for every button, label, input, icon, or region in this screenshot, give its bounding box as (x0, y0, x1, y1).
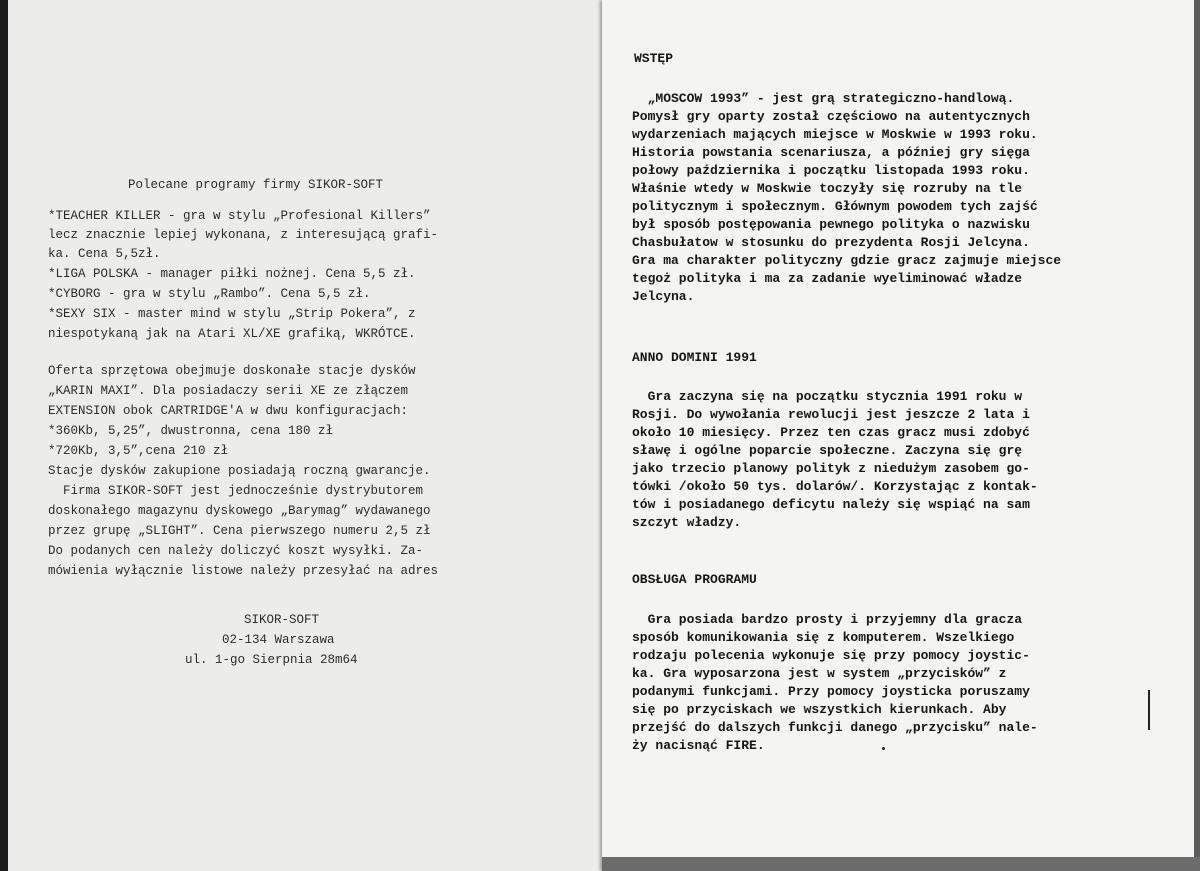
page-edge-bottom (602, 857, 1200, 871)
left-line: *LIGA POLSKA - manager piłki nożnej. Cena 5,5 zł. (48, 267, 416, 281)
right-line: Jelcyna. (632, 289, 695, 304)
right-line: tówki /około 50 tys. dolarów/. Korzystając z kontak- (632, 479, 1038, 494)
right-line: Rosji. Do wywołania rewolucji jest jeszcze 2 lata i (632, 407, 1030, 422)
right-line: ka. Gra wyposarzona jest w system „przycisków” z (632, 666, 1007, 681)
left-line: Stacje dysków zakupione posiadają roczną gwarancje. (48, 464, 431, 478)
right-line: Pomysł gry oparty został częściowo na autentycznych (632, 109, 1030, 124)
right-line: przejść do dalszych funkcji danego „przycisku” nale- (632, 720, 1038, 735)
right-line: Gra posiada bardzo prosty i przyjemny dla gracza (632, 612, 1023, 627)
right-line: ży nacisnąć FIRE. (632, 738, 765, 753)
left-line: niespotykaną jak na Atari XL/XE grafiką, WKRÓTCE. (48, 327, 416, 341)
section-heading-wstep: WSTĘP (634, 51, 674, 66)
left-line: EXTENSION obok CARTRIDGE'A w dwu konfiguracjach: (48, 404, 409, 418)
right-line: Właśnie wtedy w Moskwie toczyły się rozruby na tle (632, 181, 1023, 196)
right-line: był sposób postępowania pewnego polityka o nazwisku (632, 217, 1030, 232)
right-line: Gra zaczyna się na początku stycznia 1991 roku w (632, 389, 1023, 404)
address-line: SIKOR-SOFT (244, 613, 320, 627)
left-line: Do podanych cen należy doliczyć koszt wysyłki. Za- (48, 544, 424, 558)
left-line: *720Kb, 3,5”,cena 210 zł (48, 444, 229, 458)
right-line: rodzaju polecenia wykonuje się przy pomocy joystic- (632, 648, 1030, 663)
address-line: 02-134 Warszawa (222, 633, 335, 647)
left-line: doskonałego magazynu dyskowego „Barymag” wydawanego (48, 504, 431, 518)
left-line: lecz znacznie lepiej wykonana, z interesującą grafi- (48, 228, 439, 242)
left-page-title: Polecane programy firmy SIKOR-SOFT (128, 178, 384, 192)
left-line: Oferta sprzętowa obejmuje doskonałe stacje dysków (48, 364, 416, 378)
section-heading-obsluga: OBSŁUGA PROGRAMU (632, 572, 757, 587)
left-line: mówienia wyłącznie listowe należy przesyłać na adres (48, 564, 439, 578)
right-line: Chasbułatow w stosunku do prezydenta Rosji Jelcyna. (632, 235, 1030, 250)
right-line: szczyt władzy. (632, 515, 742, 530)
page-edge-shadow (0, 0, 8, 871)
right-line: tów i posiadanego deficytu należy się wspiąć na sam (632, 497, 1030, 512)
right-line: sposób komunikowania się z komputerem. Wszelkiego (632, 630, 1015, 645)
left-line: *SEXY SIX - master mind w stylu „Strip Pokera”, z (48, 307, 416, 321)
right-line: tegoż polityka i ma za zadanie wyeliminować władze (632, 271, 1023, 286)
right-line: podanymi funkcjami. Przy pomocy joysticka poruszamy (632, 684, 1030, 699)
right-line: Gra ma charakter polityczny gdzie gracz zajmuje miejsce (632, 253, 1062, 268)
left-line: Firma SIKOR-SOFT jest jednocześnie dystrybutorem (48, 484, 424, 498)
ink-dot (882, 747, 885, 750)
right-line: wydarzeniach mających miejsce w Moskwie w 1993 roku. (632, 127, 1038, 142)
left-line: ka. Cena 5,5zł. (48, 247, 161, 261)
right-line: Historia powstania scenariusza, a później gry sięga (632, 145, 1030, 160)
address-line: ul. 1-go Sierpnia 28m64 (185, 653, 358, 667)
margin-mark (1148, 690, 1150, 730)
left-line: *CYBORG - gra w stylu „Rambo”. Cena 5,5 zł. (48, 287, 371, 301)
right-line: jako trzecio planowy polityk z niedużym zasobem go- (632, 461, 1030, 476)
right-line: „MOSCOW 1993” - jest grą strategiczno-handlową. (632, 91, 1015, 106)
right-page (602, 0, 1200, 871)
right-line: sławę i ogólne poparcie społeczne. Zaczyna się grę (632, 443, 1023, 458)
right-line: się po przyciskach we wszystkich kierunkach. Aby (632, 702, 1007, 717)
left-line: przez grupę „SLIGHT”. Cena pierwszego numeru 2,5 zł (48, 524, 431, 538)
page-edge-right (1194, 0, 1200, 871)
right-line: połowy października i początku listopada 1993 roku. (632, 163, 1030, 178)
left-line: *360Kb, 5,25”, dwustronna, cena 180 zł (48, 424, 334, 438)
right-line: politycznym i społecznym. Głównym powodem tych zajść (632, 199, 1038, 214)
section-heading-anno-domini: ANNO DOMINI 1991 (632, 350, 757, 365)
right-line: około 10 miesięcy. Przez ten czas gracz musi zdobyć (632, 425, 1030, 440)
left-line: *TEACHER KILLER - gra w stylu „Profesional Killers” (48, 209, 431, 223)
left-line: „KARIN MAXI”. Dla posiadaczy serii XE ze złączem (48, 384, 409, 398)
